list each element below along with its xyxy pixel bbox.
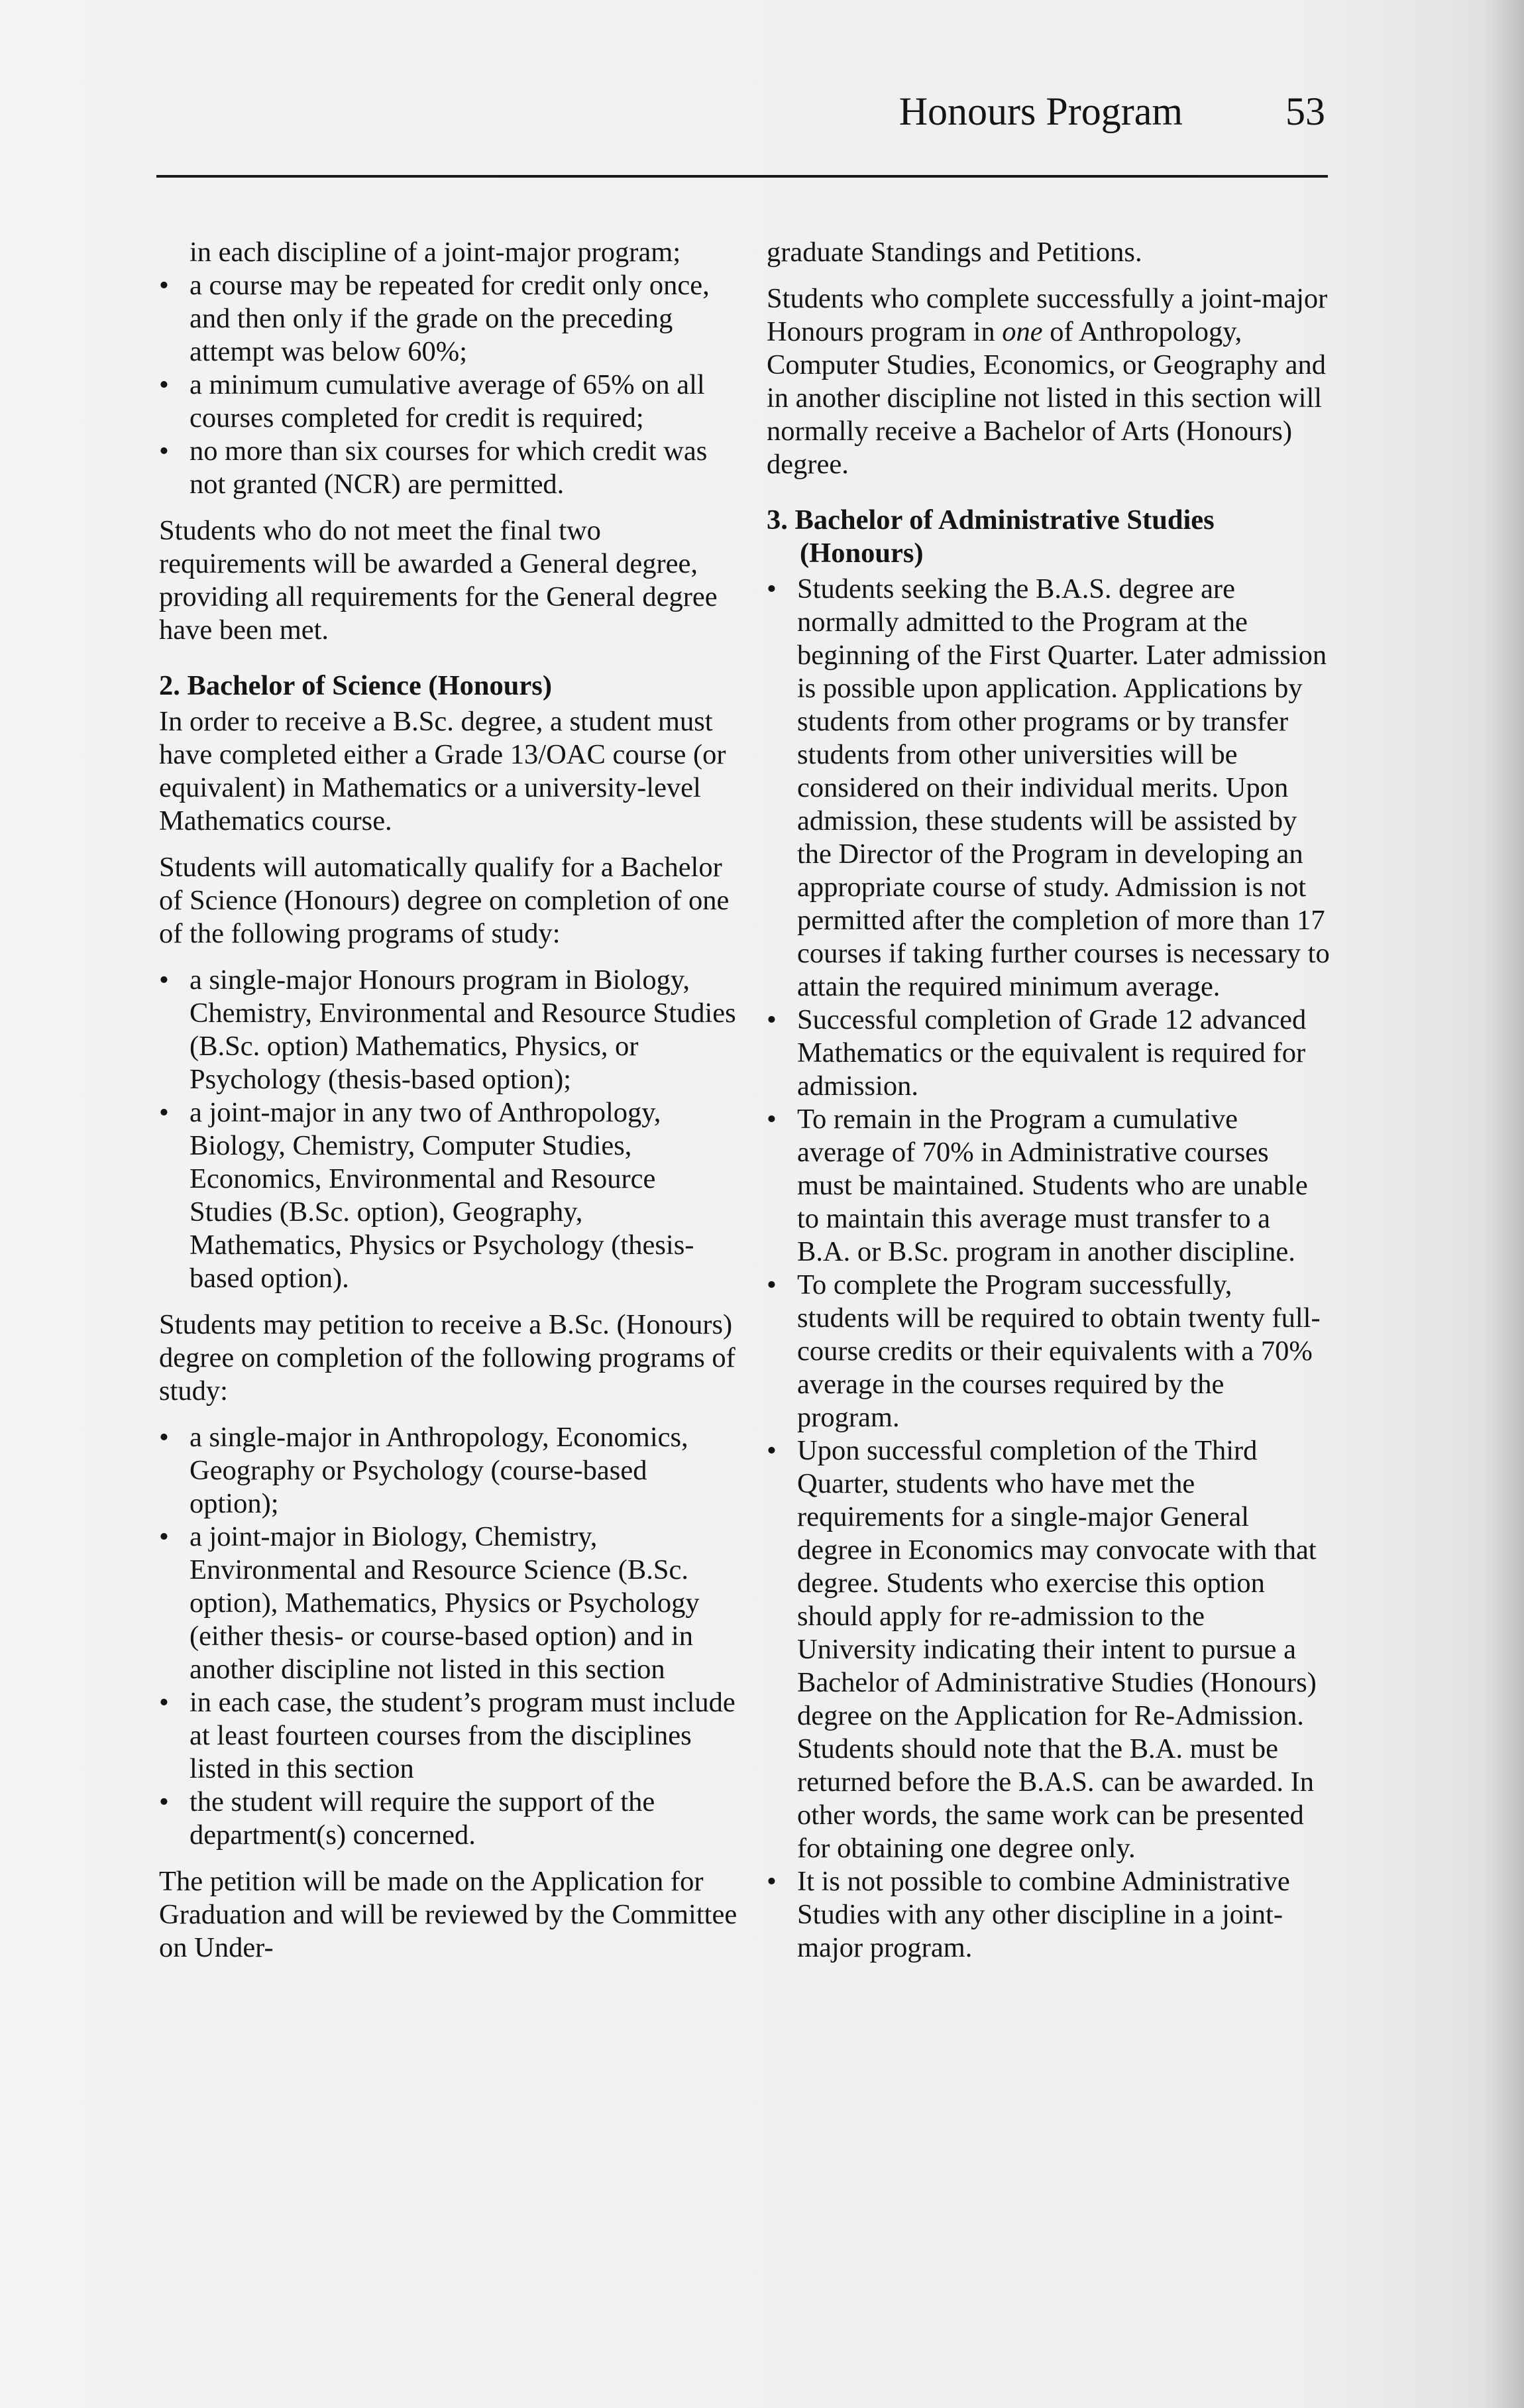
list-item: • a minimum cumulative average of 65% on all courses completed for credit is required;	[159, 369, 742, 435]
list-item: • a single-major Honours program in Biology, Chemistry, Environmental and Resource Studies (B.Sc. option) Mathematics, Physics, or Psychology (thesis-based option);	[159, 964, 742, 1096]
right-column	[767, 236, 1330, 1978]
list-item: • in each case, the student’s program must include at least fourteen courses from the disciplines listed in this section	[159, 1686, 742, 1786]
list-item: • the student will require the support of the department(s) concerned.	[159, 1786, 742, 1852]
paragraph: In order to receive a B.Sc. degree, a student must have completed either a Grade 13/OAC course (or equivalent) in Mathematics or a university-level Mathematics course.	[159, 706, 726, 836]
emphasized-word: one	[1002, 316, 1043, 347]
paragraph-text: Students who complete successfully a joint-major Honours program in	[767, 283, 1328, 347]
header-rule	[156, 175, 1328, 178]
list-item: • a joint-major in any two of Anthropology, Biology, Chemistry, Computer Studies, Economics, Environmental and Resource Studies (B.Sc. option), Geography, Mathematics, Physics or Psychology (thesis-based option).	[159, 1096, 742, 1295]
paragraph: Students may petition to receive a B.Sc. (Honours) degree on completion of the following programs of study:	[159, 1309, 735, 1406]
list-item: • Students seeking the B.A.S. degree are normally admitted to the Program at the beginning of the First Quarter. Later admission is possible upon application. Applications by students from other programs or by transfer students from other universities will be considered on their individual merits. Upon admission, these students will be assisted by the Director of the Program in developing an appropriate course of study. Admission is not permitted after the completion of more than 17 courses if taking further courses is necessary to attain the required minimum average.	[767, 573, 1330, 1003]
list-item: • a joint-major in Biology, Chemistry, Environmental and Resource Science (B.Sc. option), Mathematics, Physics or Psychology (either thesis- or course-based option) and in another discipline not listed in this section	[159, 1520, 742, 1686]
section-heading: 3. Bachelor of Administrative Studies (Honours)	[767, 504, 1215, 569]
list-item: • a single-major in Anthropology, Economics, Geography or Psychology (course-based option);	[159, 1421, 742, 1520]
section-title: Honours Program	[898, 89, 1183, 133]
section-heading: 2. Bachelor of Science (Honours)	[159, 670, 552, 701]
list-item: • Successful completion of Grade 12 advanced Mathematics or the equivalent is required for admission.	[767, 1003, 1330, 1103]
page-number: 53	[1285, 89, 1325, 133]
honours-requirements-list	[159, 269, 742, 501]
paragraph: The petition will be made on the Application for Graduation and will be reviewed by the Committee on Under-	[159, 1866, 737, 1963]
list-item: • To complete the Program successfully, students will be required to obtain twenty full-course credits or their equivalents with a 70% average in the courses required by the program.	[767, 1269, 1330, 1434]
paragraph: Students who do not meet the final two requirements will be awarded a General degree, providing all requirements for the General degree have been met.	[159, 515, 718, 646]
page-edge-shadow	[1484, 0, 1524, 2408]
list-item: • a course may be repeated for credit only once, and then only if the grade on the preceding attempt was below 60%;	[159, 269, 742, 369]
paragraph	[767, 282, 1330, 481]
left-column	[159, 236, 742, 1978]
paragraph: Students will automatically qualify for a Bachelor of Science (Honours) degree on completion of one of the following programs of study:	[159, 852, 730, 949]
bsc-petition-programs-list	[159, 1421, 742, 1852]
bas-requirements-list	[767, 573, 1330, 1965]
paragraph-text: of Anthropology, Computer Studies, Economics, or Geography and in another discipline not listed in this section will normally receive a Bachelor of Arts (Honours) degree.	[767, 316, 1326, 480]
continued-paragraph: graduate Standings and Petitions.	[767, 237, 1142, 268]
list-item: • It is not possible to combine Administrative Studies with any other discipline in a joint-major program.	[767, 1865, 1330, 1965]
bsc-automatic-programs-list	[159, 964, 742, 1295]
running-head	[861, 78, 1325, 144]
continued-list-text: in each discipline of a joint-major program;	[190, 237, 681, 268]
list-item: • no more than six courses for which credit was not granted (NCR) are permitted.	[159, 435, 742, 501]
list-item: • To remain in the Program a cumulative average of 70% in Administrative courses must be maintained. Students who are unable to maintain this average must transfer to a B.A. or B.Sc. program in another discipline.	[767, 1103, 1330, 1269]
list-item: • Upon successful completion of the Third Quarter, students who have met the requirements for a single-major General degree in Economics may convocate with that degree. Students who exercise this option should apply for re-admission to the University indicating their intent to pursue a Bachelor of Administrative Studies (Honours) degree on the Application for Re-Admission. Students should note that the B.A. must be returned before the B.A.S. can be awarded. In other words, the same work can be presented for obtaining one degree only.	[767, 1434, 1330, 1865]
